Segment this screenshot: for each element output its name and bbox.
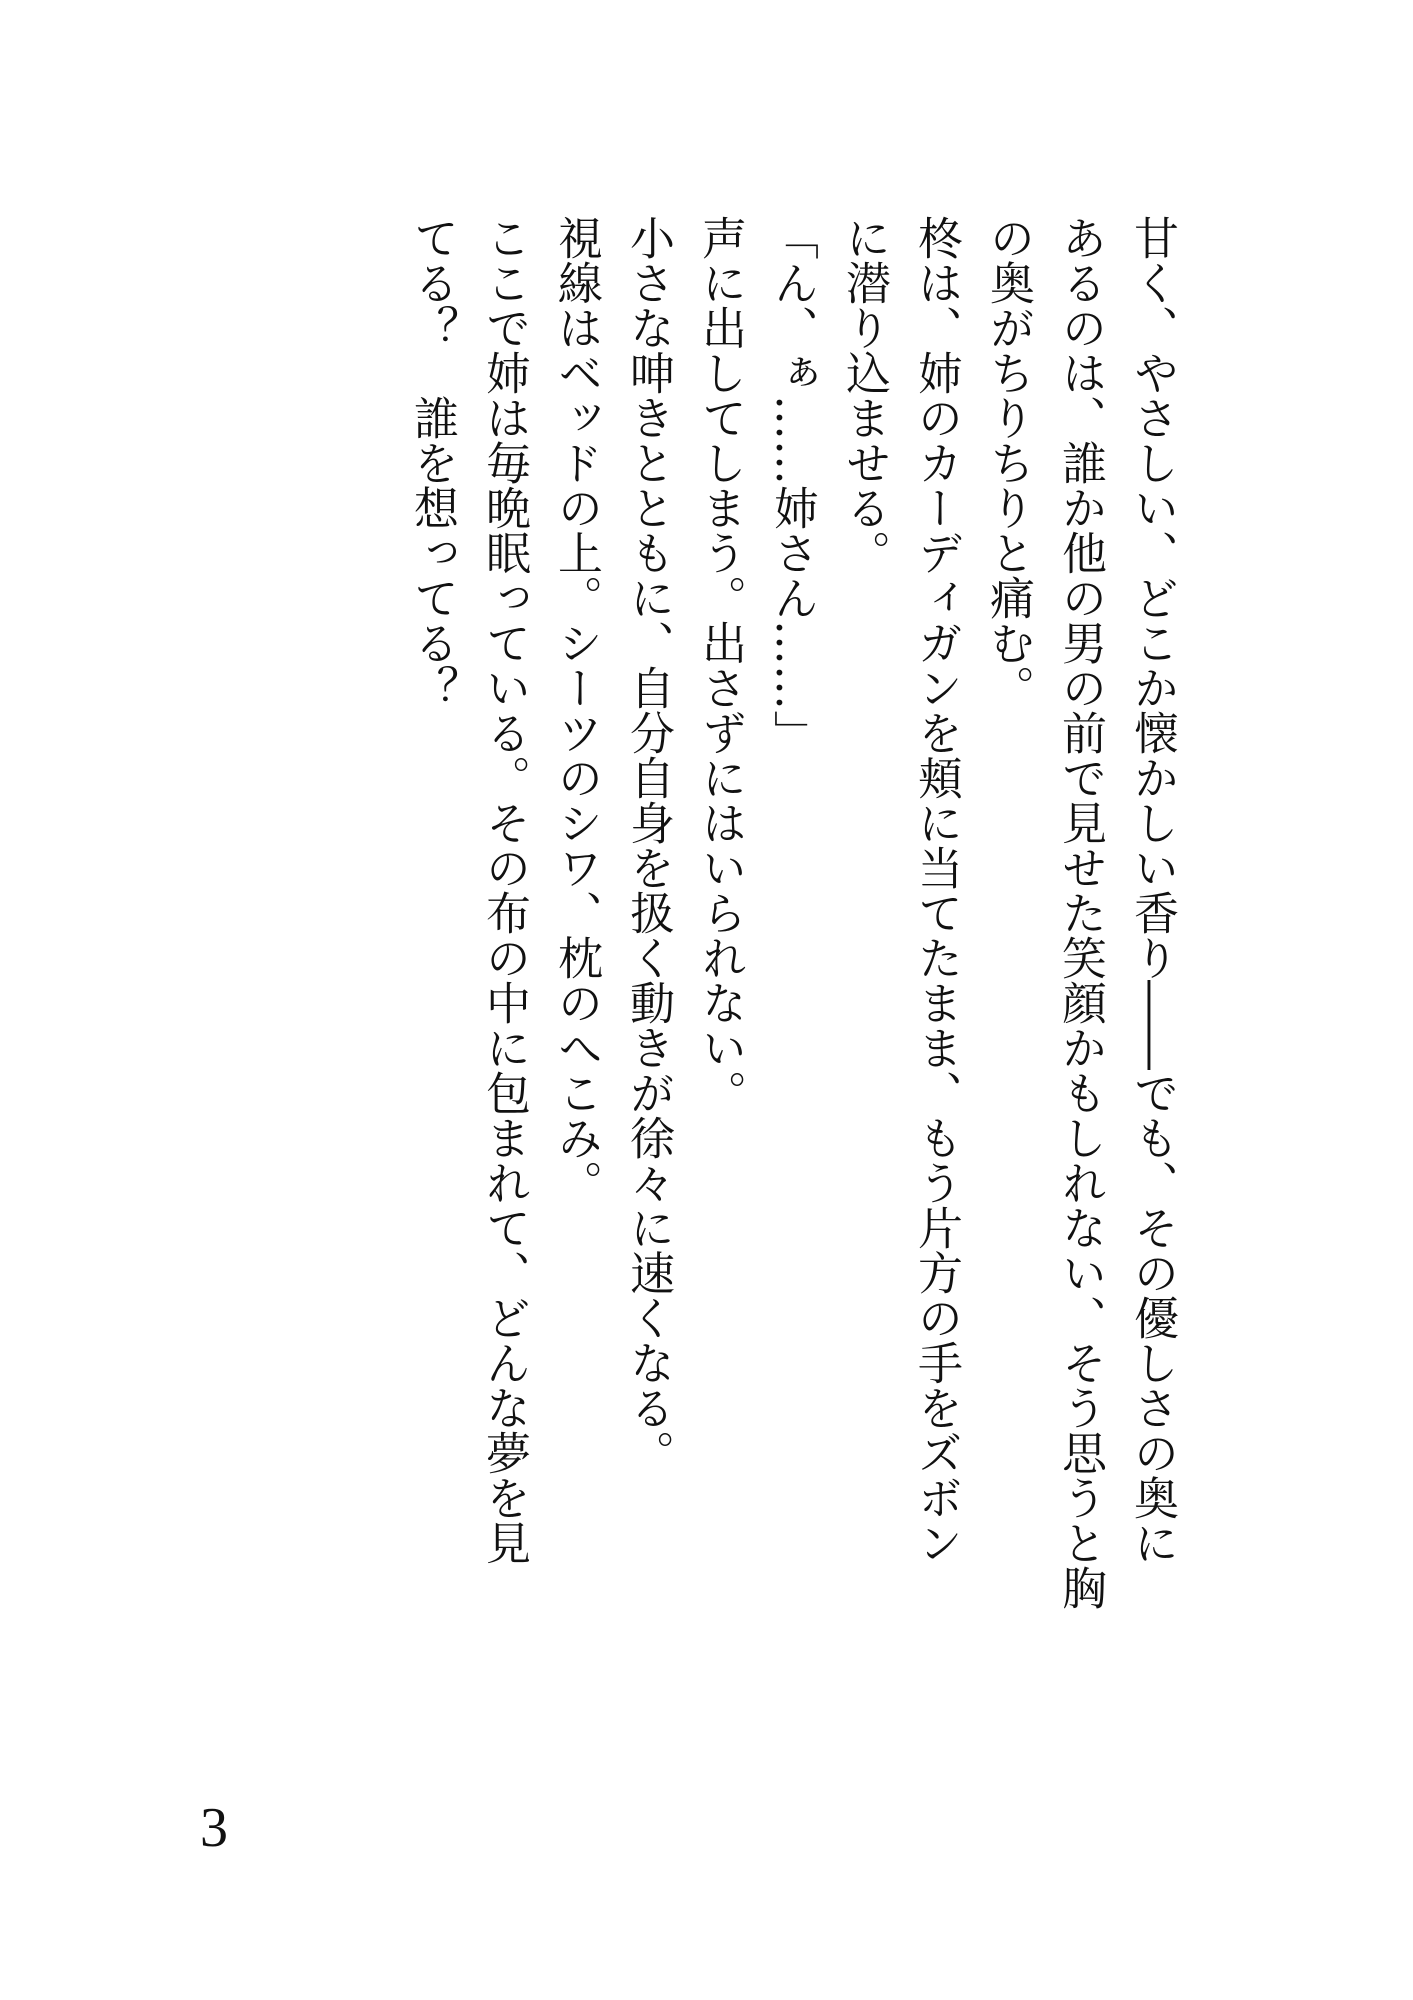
text-line: 声に出してしまう。出さずにはいられない。	[694, 215, 747, 1115]
text-line: 「ん、ぁ……姉さん……」	[766, 215, 819, 755]
text-line: あるのは、誰か他の男の前で見せた笑顔かもしれない、そう思うと胸	[1054, 215, 1107, 1610]
text-line: に潜り込ませる。	[838, 215, 891, 575]
page-number: 3	[200, 1797, 228, 1859]
text-line: 柊は、姉のカーディガンを頬に当てたまま、もう片方の手をズボン	[910, 215, 963, 1565]
text-line: てる？ 誰を想ってる？	[406, 215, 459, 710]
text-line: ここで姉は毎晩眠っている。その布の中に包まれて、どんな夢を見	[478, 215, 531, 1565]
text-line: 小さな呻きとともに、自分自身を扱く動きが徐々に速くなる。	[622, 215, 675, 1475]
text-line: の奥がちりちりと痛む。	[982, 215, 1035, 710]
text-line: 甘く、やさしい、どこか懐かしい香り――でも、その優しさの奥に	[1126, 215, 1179, 1565]
text-line: 視線はベッドの上。シーツのシワ、枕のへこみ。	[550, 215, 603, 1205]
body-text	[396, 215, 1188, 1675]
